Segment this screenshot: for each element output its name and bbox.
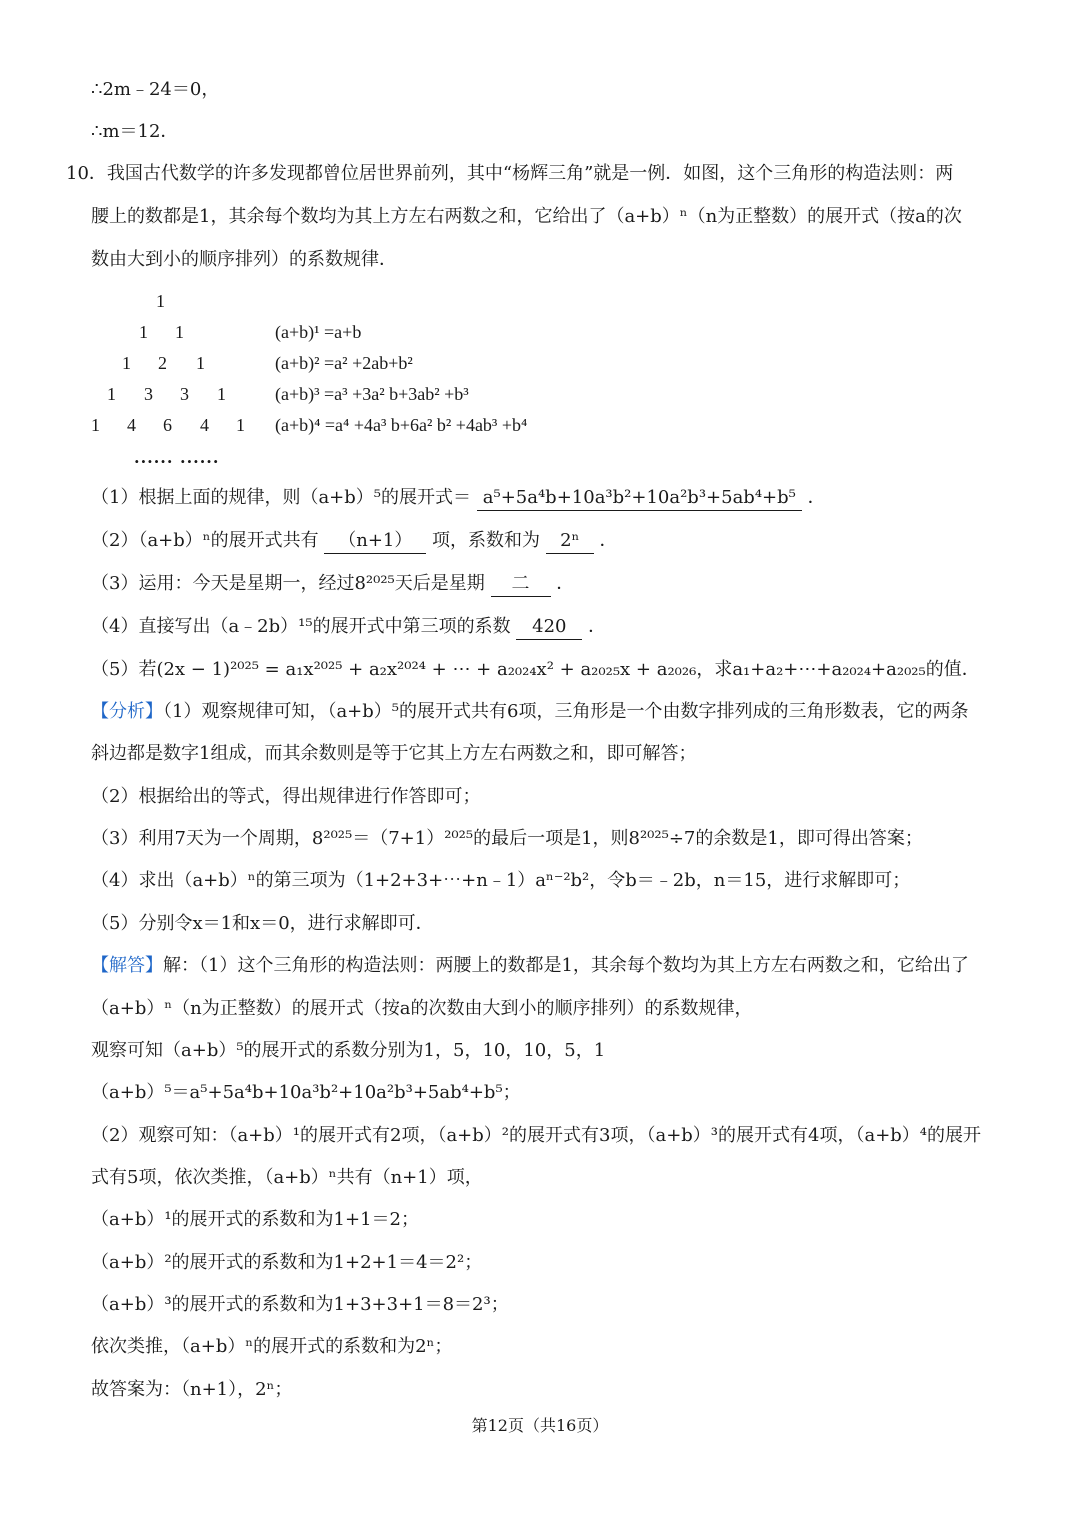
triangle-number: 2 bbox=[158, 353, 167, 373]
expansion-formula: (a+b)⁴ =a⁴ +4a³ b+6a² b² +4ab³ +b⁴ bbox=[275, 415, 528, 435]
solution-line: （a+b）¹的展开式的系数和为1+1＝2； bbox=[91, 1209, 419, 1230]
analysis-line: （3）利用7天为一个周期，8²⁰²⁵＝（7+1）²⁰²⁵的最后一项是1，则8²⁰²⁵÷7的余数是1，即可得出答案； bbox=[91, 828, 923, 849]
triangle-number: 1 bbox=[122, 353, 131, 373]
answer-blank: 420 bbox=[516, 615, 582, 640]
triangle-number: 1 bbox=[139, 322, 148, 342]
solution-line: 故答案为：（n+1），2ⁿ； bbox=[91, 1379, 293, 1400]
expansion-formula: (a+b)² =a² +2ab+b² bbox=[275, 353, 413, 373]
question-10-line-1: 10．我国古代数学的许多发现都曾位居世界前列，其中“杨辉三角”就是一例．如图，这个三角形的构造法则：两 bbox=[66, 163, 954, 184]
solution-line-1: 【解答】解：（1）这个三角形的构造法则：两腰上的数都是1，其余每个数均为其上方左右两数之和，它给出了 bbox=[91, 955, 969, 976]
solution-line: （a+b）ⁿ（n为正整数）的展开式（按a的次数由大到小的顺序排列）的系数规律， bbox=[91, 998, 753, 1019]
page-number-footer: 第12页（共16页） bbox=[471, 1416, 609, 1435]
analysis-line: （5）分别令x＝1和x＝0，进行求解即可． bbox=[91, 913, 434, 934]
analysis-line: （2）根据给出的等式，得出规律进行作答即可； bbox=[91, 786, 481, 807]
solution-line: （a+b）⁵＝a⁵+5a⁴b+10a³b²+10a²b³+5ab⁴+b⁵； bbox=[91, 1082, 521, 1103]
text-line: ∴2m﹣24＝0， bbox=[91, 79, 220, 100]
triangle-number: 1 bbox=[236, 415, 245, 435]
subquestion-3: （3）运用：今天是星期一，经过8²⁰²⁵天后是星期 二 ． bbox=[91, 572, 1020, 597]
subquestion-2: （2）（a+b）ⁿ的展开式共有 （n+1） 项，系数和为 2ⁿ ． bbox=[91, 529, 1020, 554]
solution-line: （a+b）³的展开式的系数和为1+3+3+1＝8＝2³； bbox=[91, 1294, 509, 1315]
answer-blank: a⁵+5a⁴b+10a³b²+10a²b³+5ab⁴+b⁵ bbox=[477, 486, 802, 511]
analysis-line: （4）求出（a+b）ⁿ的第三项为（1+2+3+⋯+n﹣1）aⁿ⁻²b²，令b＝﹣2b，n＝15，进行求解即可； bbox=[91, 870, 911, 891]
continuation-dots: ...... ...... bbox=[134, 448, 220, 467]
triangle-number: 3 bbox=[180, 384, 189, 404]
answer-blank: 二 bbox=[491, 572, 551, 597]
triangle-number: 4 bbox=[127, 415, 136, 435]
expansion-formula: (a+b)¹ =a+b bbox=[275, 322, 362, 342]
subquestion-4: （4）直接写出（a﹣2b）¹⁵的展开式中第三项的系数 420 ． bbox=[91, 615, 1020, 640]
answer-blank: 2ⁿ bbox=[546, 529, 594, 554]
triangle-number: 1 bbox=[156, 291, 165, 311]
triangle-number: 3 bbox=[144, 384, 153, 404]
triangle-number: 4 bbox=[200, 415, 209, 435]
triangle-number: 1 bbox=[196, 353, 205, 373]
triangle-number: 1 bbox=[107, 384, 116, 404]
triangle-number: 1 bbox=[217, 384, 226, 404]
question-10-line-3: 数由大到小的顺序排列）的系数规律． bbox=[91, 249, 397, 270]
answer-blank: （n+1） bbox=[324, 529, 426, 554]
solution-line: 式有5项，依次类推，（a+b）ⁿ共有（n+1）项， bbox=[91, 1167, 483, 1188]
solution-tag: 【解答】 bbox=[91, 955, 163, 976]
text-line: ∴m＝12． bbox=[91, 121, 179, 142]
solution-line: 依次类推，（a+b）ⁿ的展开式的系数和为2ⁿ； bbox=[91, 1336, 453, 1357]
triangle-number: 1 bbox=[91, 415, 100, 435]
analysis-line-1: 【分析】（1）观察规律可知，（a+b）⁵的展开式共有6项，三角形是一个由数字排列成的三角形数表，它的两条 bbox=[91, 701, 969, 722]
subquestion-1: （1）根据上面的规律，则（a+b）⁵的展开式＝ a⁵+5a⁴b+10a³b²+10a²b³+5ab⁴+b⁵ ． bbox=[91, 486, 1020, 511]
subquestion-5: （5）若(2x − 1)²⁰²⁵ = a₁x²⁰²⁵ + a₂x²⁰²⁴ + ⋯ + a₂₀₂₄x² + a₂₀₂₅x + a₂₀₂₆，求a₁+a₂+⋯+a₂₀₂₄+a₂₀₂₅的值． bbox=[91, 659, 980, 680]
solution-line: （2）观察可知：（a+b）¹的展开式有2项，（a+b）²的展开式有3项，（a+b）³的展开式有4项，（a+b）⁴的展开 bbox=[91, 1125, 982, 1146]
question-number: 10． bbox=[66, 163, 107, 184]
analysis-line: 斜边都是数字1组成，而其余数则是等于它其上方左右两数之和，即可解答； bbox=[91, 743, 697, 764]
triangle-number: 1 bbox=[175, 322, 184, 342]
solution-line: （a+b）²的展开式的系数和为1+2+1＝4＝2²； bbox=[91, 1252, 483, 1273]
question-10-line-2: 腰上的数都是1，其余每个数均为其上方左右两数之和，它给出了（a+b）ⁿ（n为正整数）的展开式（按a的次 bbox=[91, 206, 962, 227]
expansion-formula: (a+b)³ =a³ +3a² b+3ab² +b³ bbox=[275, 384, 469, 404]
triangle-number: 6 bbox=[163, 415, 172, 435]
analysis-tag: 【分析】 bbox=[91, 701, 163, 722]
solution-line: 观察可知（a+b）⁵的展开式的系数分别为1，5，10，10，5，1 bbox=[91, 1040, 606, 1061]
